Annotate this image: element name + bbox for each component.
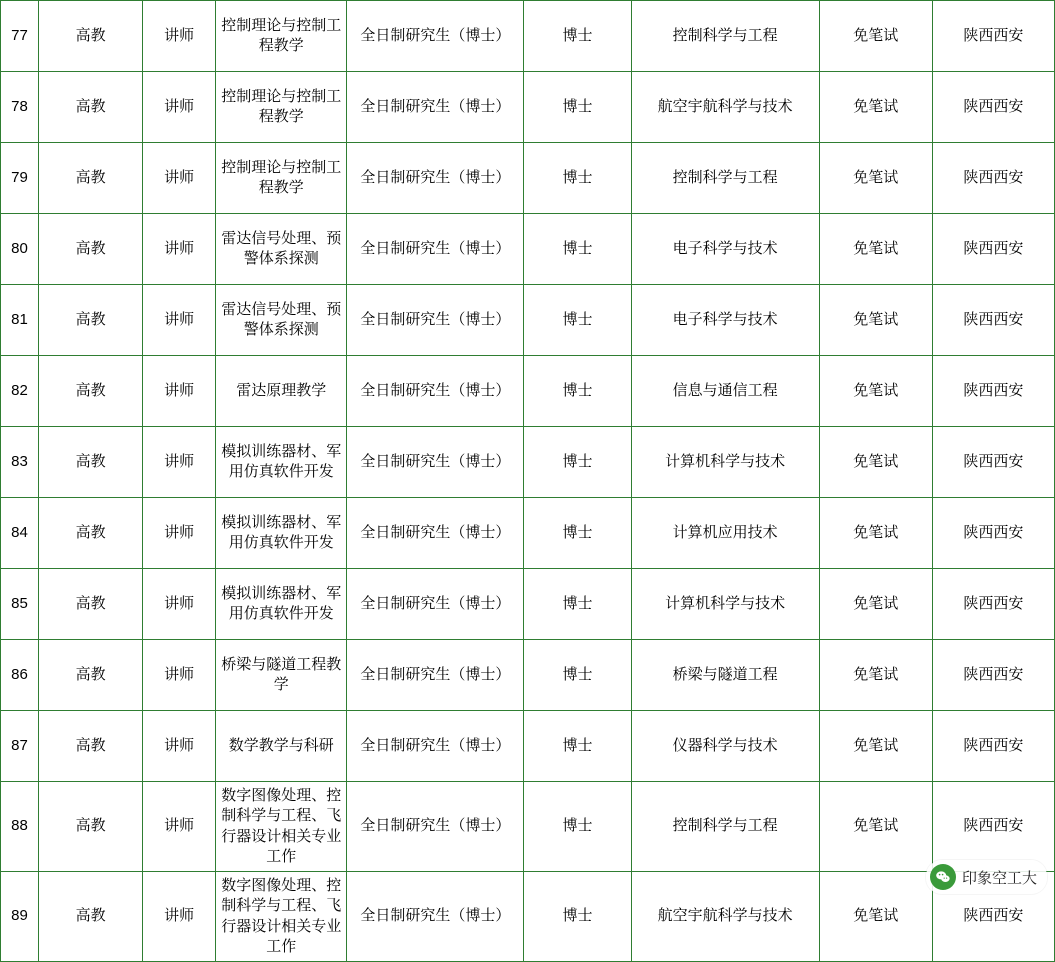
cell-level: 讲师 [143,72,216,143]
cell-duty: 模拟训练器材、军用仿真软件开发 [216,569,347,640]
cell-major: 计算机科学与技术 [631,427,819,498]
table-row [1,427,1055,498]
cell-exam: 免笔试 [819,72,932,143]
watermark-badge [926,860,1047,894]
cell-index: 83 [1,427,39,498]
cell-index: 88 [1,782,39,872]
cell-location: 陕西西安 [932,711,1054,782]
cell-education: 全日制研究生（博士） [347,214,524,285]
cell-exam: 免笔试 [819,569,932,640]
cell-level: 讲师 [143,782,216,872]
cell-category: 高教 [39,214,143,285]
cell-degree: 博士 [524,872,631,962]
cell-level: 讲师 [143,427,216,498]
cell-category: 高教 [39,569,143,640]
cell-location: 陕西西安 [932,782,1054,872]
table-row [1,782,1055,872]
cell-level: 讲师 [143,711,216,782]
cell-education: 全日制研究生（博士） [347,569,524,640]
cell-category: 高教 [39,427,143,498]
cell-location: 陕西西安 [932,569,1054,640]
cell-major: 电子科学与技术 [631,285,819,356]
cell-index: 86 [1,640,39,711]
cell-index: 82 [1,356,39,427]
cell-category: 高教 [39,498,143,569]
cell-major: 信息与通信工程 [631,356,819,427]
cell-level: 讲师 [143,1,216,72]
cell-location: 陕西西安 [932,427,1054,498]
cell-education: 全日制研究生（博士） [347,711,524,782]
cell-degree: 博士 [524,285,631,356]
cell-duty: 雷达信号处理、预警体系探测 [216,214,347,285]
cell-exam: 免笔试 [819,640,932,711]
cell-index: 85 [1,569,39,640]
cell-degree: 博士 [524,214,631,285]
table-row [1,72,1055,143]
cell-location: 陕西西安 [932,214,1054,285]
cell-index: 79 [1,143,39,214]
cell-level: 讲师 [143,356,216,427]
cell-exam: 免笔试 [819,285,932,356]
table-row [1,214,1055,285]
cell-exam: 免笔试 [819,1,932,72]
cell-education: 全日制研究生（博士） [347,1,524,72]
cell-degree: 博士 [524,143,631,214]
table-row [1,711,1055,782]
cell-major: 电子科学与技术 [631,214,819,285]
cell-degree: 博士 [524,72,631,143]
cell-duty: 数字图像处理、控制科学与工程、飞行器设计相关专业工作 [216,782,347,872]
cell-duty: 模拟训练器材、军用仿真软件开发 [216,498,347,569]
cell-category: 高教 [39,356,143,427]
cell-level: 讲师 [143,143,216,214]
cell-level: 讲师 [143,498,216,569]
cell-location: 陕西西安 [932,143,1054,214]
cell-major: 计算机科学与技术 [631,569,819,640]
cell-major: 仪器科学与技术 [631,711,819,782]
cell-exam: 免笔试 [819,498,932,569]
cell-degree: 博士 [524,569,631,640]
cell-duty: 控制理论与控制工程教学 [216,72,347,143]
table-row [1,285,1055,356]
table-body [1,1,1055,962]
cell-index: 80 [1,214,39,285]
table-row [1,872,1055,962]
table-row [1,569,1055,640]
cell-major: 航空宇航科学与技术 [631,72,819,143]
cell-exam: 免笔试 [819,782,932,872]
table-row [1,640,1055,711]
cell-degree: 博士 [524,711,631,782]
cell-level: 讲师 [143,640,216,711]
cell-exam: 免笔试 [819,427,932,498]
cell-duty: 数字图像处理、控制科学与工程、飞行器设计相关专业工作 [216,872,347,962]
cell-index: 77 [1,1,39,72]
cell-duty: 控制理论与控制工程教学 [216,143,347,214]
cell-degree: 博士 [524,1,631,72]
cell-level: 讲师 [143,569,216,640]
cell-level: 讲师 [143,214,216,285]
cell-category: 高教 [39,143,143,214]
cell-category: 高教 [39,872,143,962]
cell-exam: 免笔试 [819,872,932,962]
cell-exam: 免笔试 [819,356,932,427]
table-row [1,1,1055,72]
cell-education: 全日制研究生（博士） [347,72,524,143]
cell-degree: 博士 [524,782,631,872]
cell-education: 全日制研究生（博士） [347,498,524,569]
cell-major: 桥梁与隧道工程 [631,640,819,711]
cell-location: 陕西西安 [932,1,1054,72]
cell-degree: 博士 [524,356,631,427]
cell-exam: 免笔试 [819,214,932,285]
cell-location: 陕西西安 [932,872,1054,962]
cell-education: 全日制研究生（博士） [347,782,524,872]
cell-category: 高教 [39,1,143,72]
cell-education: 全日制研究生（博士） [347,872,524,962]
cell-duty: 数学教学与科研 [216,711,347,782]
cell-exam: 免笔试 [819,143,932,214]
cell-location: 陕西西安 [932,640,1054,711]
table-row [1,356,1055,427]
cell-major: 控制科学与工程 [631,1,819,72]
cell-index: 87 [1,711,39,782]
cell-index: 89 [1,872,39,962]
cell-location: 陕西西安 [932,498,1054,569]
cell-category: 高教 [39,711,143,782]
cell-index: 81 [1,285,39,356]
cell-exam: 免笔试 [819,711,932,782]
cell-duty: 控制理论与控制工程教学 [216,1,347,72]
cell-major: 控制科学与工程 [631,143,819,214]
cell-index: 78 [1,72,39,143]
watermark-text: 印象空工大 [961,869,1037,887]
cell-duty: 模拟训练器材、军用仿真软件开发 [216,427,347,498]
cell-location: 陕西西安 [932,356,1054,427]
cell-category: 高教 [39,640,143,711]
cell-degree: 博士 [524,427,631,498]
cell-major: 航空宇航科学与技术 [631,872,819,962]
table-row [1,498,1055,569]
cell-category: 高教 [39,285,143,356]
cell-education: 全日制研究生（博士） [347,640,524,711]
cell-major: 计算机应用技术 [631,498,819,569]
cell-duty: 雷达信号处理、预警体系探测 [216,285,347,356]
cell-level: 讲师 [143,285,216,356]
cell-location: 陕西西安 [932,72,1054,143]
table-row [1,143,1055,214]
cell-education: 全日制研究生（博士） [347,143,524,214]
cell-level: 讲师 [143,872,216,962]
cell-education: 全日制研究生（博士） [347,427,524,498]
cell-major: 控制科学与工程 [631,782,819,872]
cell-degree: 博士 [524,498,631,569]
cell-degree: 博士 [524,640,631,711]
cell-location: 陕西西安 [932,285,1054,356]
cell-category: 高教 [39,72,143,143]
wechat-account-icon [930,864,956,890]
cell-education: 全日制研究生（博士） [347,356,524,427]
cell-education: 全日制研究生（博士） [347,285,524,356]
cell-index: 84 [1,498,39,569]
cell-duty: 雷达原理教学 [216,356,347,427]
cell-duty: 桥梁与隧道工程教学 [216,640,347,711]
cell-category: 高教 [39,782,143,872]
